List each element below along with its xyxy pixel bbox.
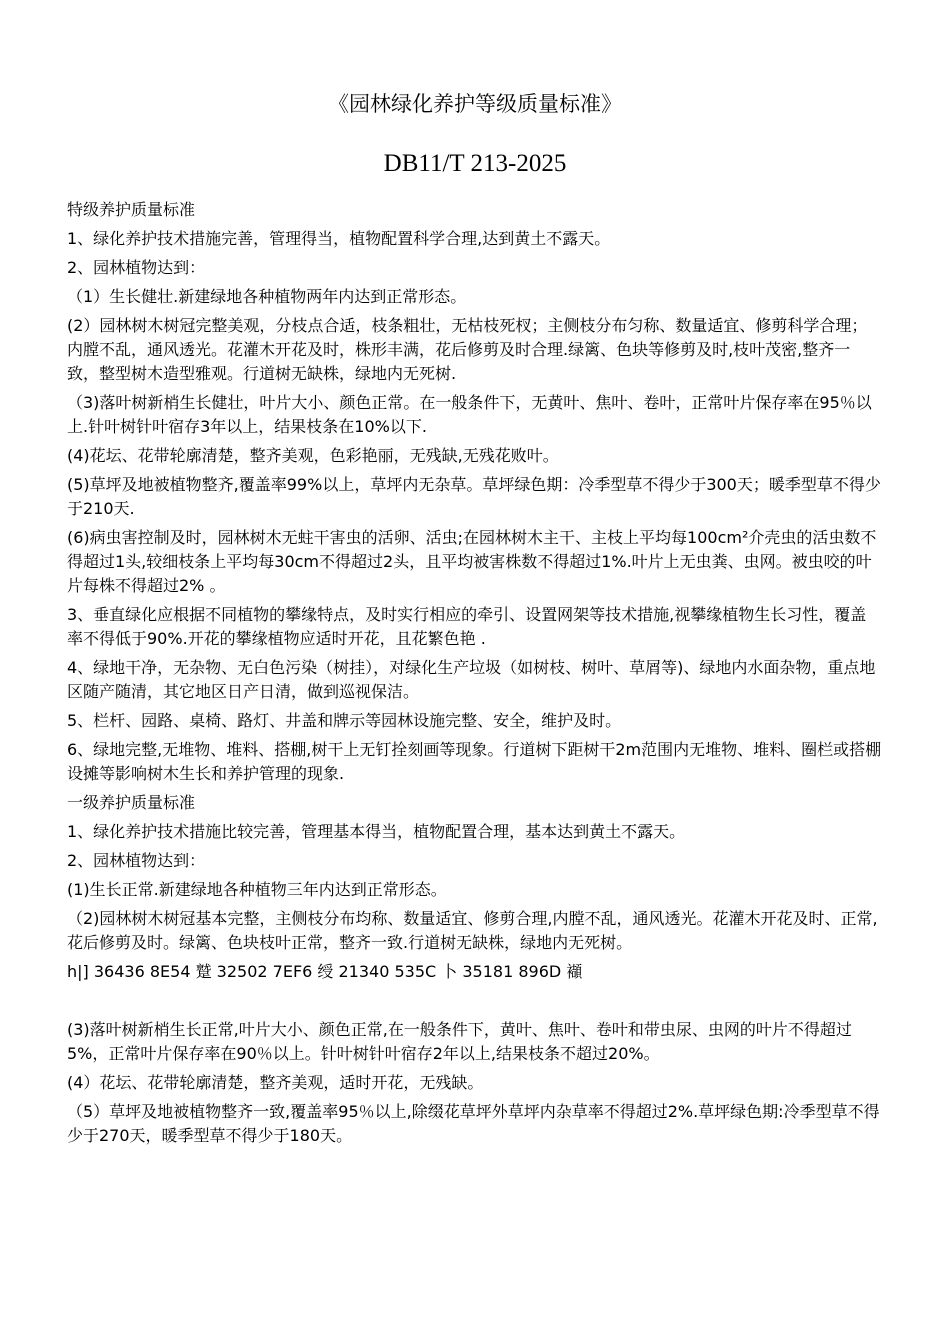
paragraph: 1、绿化养护技术措施完善，管理得当，植物配置科学合理,达到黄土不露天。 <box>67 229 611 248</box>
paragraph: 3、垂直绿化应根据不同植物的攀缘特点，及时实行相应的牵引、设置网架等技术措施,视攀缘植物生长习性，覆盖率不得低于90%.开花的攀缘植物应适时开花，且花繁色艳 . <box>67 605 867 648</box>
section-heading-first-level: 一级养护质量标准 <box>67 793 196 812</box>
paragraph: (1)生长正常.新建绿地各种植物三年内达到正常形态。 <box>67 880 447 899</box>
paragraph: (6)病虫害控制及时，园林树木无蛀干害虫的活卵、活虫;在园林树木主干、主枝上平均每100cm²介壳虫的活虫数不得超过1头,较细枝条上平均每30cm不得超过2头，且平均被害株数不得超过1%.叶片上无虫粪、虫网。被虫咬的叶片每株不得超过2% 。 <box>67 528 877 595</box>
paragraph: 6、绿地完整,无堆物、堆料、搭棚,树干上无钉拴刻画等现象。行道树下距树干2m范围内无堆物、堆料、圈栏或搭棚设摊等影响树木生长和养护管理的现象. <box>67 740 882 783</box>
paragraph: 2、园林植物达到： <box>67 851 206 870</box>
paragraph: 4、绿地干净，无杂物、无白色污染（树挂），对绿化生产垃圾（如树枝、树叶、草屑等)、绿地内水面杂物，重点地区随产随清，其它地区日产日清，做到巡视保洁。 <box>67 658 876 701</box>
paragraph: (4）花坛、花带轮廓清楚，整齐美观，适时开花，无残缺。 <box>67 1073 484 1092</box>
section-heading-special: 特级养护质量标准 <box>67 200 196 219</box>
paragraph: 5、栏杆、园路、桌椅、路灯、井盖和牌示等园林设施完整、安全，维护及时。 <box>67 711 622 730</box>
garbled-line: h|] 36436 8E54 蹵 32502 7EF6 绶 21340 535C 卜 35181 896D 襭 <box>67 962 583 981</box>
paragraph: (3)落叶树新梢生长正常,叶片大小、颜色正常,在一般条件下，黄叶、焦叶、卷叶和带虫尿、虫网的叶片不得超过5%，正常叶片保存率在90％以上。针叶树针叶宿存2年以上,结果枝条不超过20%。 <box>67 1020 852 1063</box>
paragraph: （2)园林树木树冠基本完整，主侧枝分布均称、数量适宜、修剪合理,内膛不乱，通风透光。花灌木开花及时、正常,花后修剪及时。绿篱、色块枝叶正常，整齐一致.行道树无缺株，绿地内无死树。 <box>67 909 878 952</box>
paragraph: （1）生长健壮.新建绿地各种植物两年内达到正常形态。 <box>67 287 467 306</box>
standard-code: DB11/T 213-2025 <box>383 150 567 177</box>
paragraph: 2、园林植物达到： <box>67 258 206 277</box>
paragraph: (4)花坛、花带轮廓清楚，整齐美观，色彩艳丽，无残缺,无残花败叶。 <box>67 446 559 465</box>
document-body <box>67 198 882 1153</box>
paragraph: （3)落叶树新梢生长健壮，叶片大小、颜色正常。在一般条件下，无黄叶、焦叶、卷叶，正常叶片保存率在95％以上.针叶树针叶宿存3年以上，结果枝条在10%以下. <box>67 393 872 436</box>
paragraph: (5)草坪及地被植物整齐,覆盖率99%以上，草坪内无杂草。草坪绿色期：冷季型草不得少于300天；暖季型草不得少于210天. <box>67 475 881 518</box>
document-title: 《园林绿化养护等级质量标准》 <box>328 92 622 116</box>
paragraph: 1、绿化养护技术措施比较完善，管理基本得当，植物配置合理，基本达到黄土不露天。 <box>67 822 686 841</box>
paragraph: (2）园林树木树冠完整美观，分枝点合适，枝条粗壮，无枯枝死杈；主侧枝分布匀称、数量适宜、修剪科学合理；内膛不乱，通风透光。花灌木开花及时，株形丰满，花后修剪及时合理.绿篱、色块等修剪及时,枝叶茂密,整齐一致，整型树木造型雅观。行道树无缺株，绿地内无死树. <box>67 316 868 383</box>
paragraph: （5）草坪及地被植物整齐一致,覆盖率95％以上,除缀花草坪外草坪内杂草率不得超过2%.草坪绿色期:冷季型草不得少于270天，暖季型草不得少于180天。 <box>67 1102 880 1145</box>
